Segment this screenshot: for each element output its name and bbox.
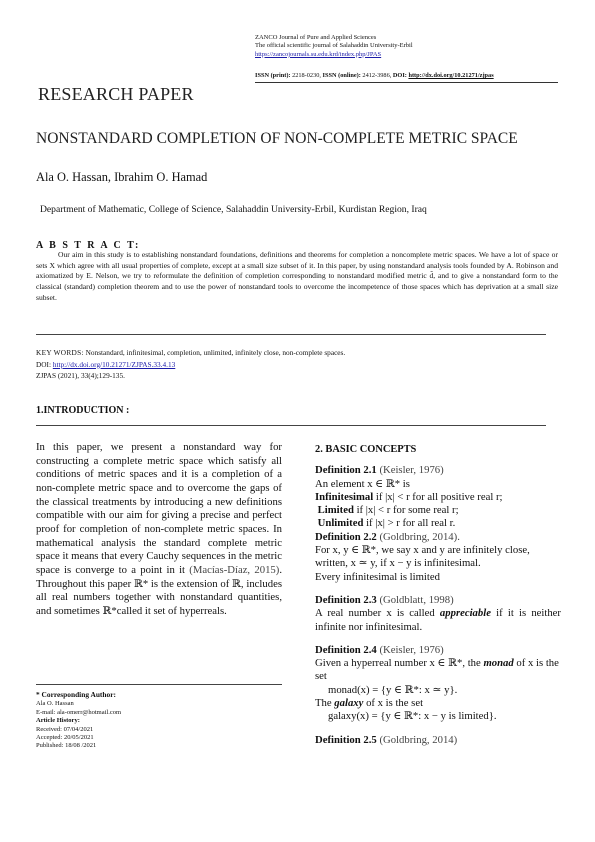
received-date: Received: 07/04/2021 <box>36 725 94 733</box>
journal-header <box>255 34 413 59</box>
author-name: Ala O. Hassan <box>36 700 74 708</box>
definition-2-4-heading: Definition 2.4 (Keisler, 1976) <box>315 643 444 656</box>
paper-title: NONSTANDARD COMPLETION OF NON-COMPLETE METRIC SPACE <box>36 130 518 147</box>
author-email: E-mail: ala-omerr@hotmail.com <box>36 708 122 716</box>
journal-doi-link[interactable]: http://dx.doi.org/10.21271/zjpas <box>408 72 494 79</box>
citation: ZJPAS (2021), 33(4);129-135. <box>36 371 125 381</box>
definition-2-3-heading: Definition 2.3 (Goldblatt, 1998) <box>315 593 454 606</box>
abstract-heading: A B S T R A C T: <box>36 240 141 251</box>
keywords-text: Nonstandard, infinitesimal, completion, unlimited, infinitely close, non-complete spaces. <box>83 348 346 357</box>
definition-2-1-heading: Definition 2.1 (Keisler, 1976) <box>315 464 444 477</box>
abstract-divider <box>36 334 546 335</box>
journal-subtitle: The official scientific journal of Salahaddin University-Erbil <box>255 42 413 50</box>
published-date: Published: 18/08 /2021 <box>36 742 97 750</box>
issn-line: ISSN (print): 2218-0230, ISSN (online): 2412-3986, DOI: http://dx.doi.org/10.21271/zjpas <box>255 72 494 79</box>
abstract-text: Our aim in this study is to establishing nonstandard foundations, definitions and theorems for completion a noncomplete metric spaces. We have a lot of space or sets X which agree with all usual properties of complete, except at a small size subset of it. In this paper, by using nonstandard analysis tools founded by A. Robinson and axiomatized by E. Nelson, we try to reformulate the definition of completion corresponding to nonstandard modified metric d̂, and to give a nonstandard form to the classical (standard) completion theorem and to use the power of nonstandard tools to overcome the incompetence of those spaces which has deprivation at a small size subset. <box>36 250 558 302</box>
definition-2-5-heading: Definition 2.5 (Goldbring, 2014) <box>315 733 458 746</box>
journal-name: ZANCO Journal of Pure and Applied Sciences <box>255 34 377 41</box>
basic-concepts-heading: 2. BASIC CONCEPTS <box>315 444 417 455</box>
keywords-block: KEY WORDS: Nonstandard, infinitesimal, completion, unlimited, infinitely close, non-complete spaces. DOI: http://dx.doi.org/10.21271/ZJPAS.33.4.13 ZJPAS (2021), 33(4);129-135. <box>36 348 346 381</box>
journal-url-link[interactable]: https://zancojournals.su.edu.krd/index.php/JPAS <box>255 50 382 58</box>
corresponding-heading: * Corresponding Author: <box>36 690 116 699</box>
paper-authors: Ala O. Hassan, Ibrahim O. Hamad <box>36 170 208 184</box>
citation-macias-diaz: (Macías-Díaz, 2015) <box>189 563 280 576</box>
basic-concepts-column: 2. BASIC CONCEPTS Definition 2.1 (Keisler, 1976) An element x ∈ ℝ* is Infinitesimal if |x| < r for all positive real r; Limited if |x| < r for some real r; Unlimited if |x| > r for all real r. Definition 2.2 (Goldbring, 2014). For x, y ∈ ℝ*, we say x and y are infinitely close, written, x ≃ y, if x − y is infinitesimal. Every infinitesimal is limited Definition 2.3 (Goldblatt, 1998) A real number x is called appreciable if it is neither infinite nor infinitesimal. Definition 2.4 (Keisler, 1976) Given a hyperreal number x ∈ ℝ*, the monad of x is the set monad(x) = {y ∈ ℝ*: x ≃ y}. The galaxy of x is the set galaxy(x) = {y ∈ ℝ*: x − y is limited}. Definition 2.5 (Goldbring, 2014) <box>315 444 561 746</box>
keywords-label: KEY WORDS: <box>36 348 84 357</box>
intro-heading: 1.INTRODUCTION : <box>36 405 130 416</box>
corresponding-author-box <box>36 684 282 751</box>
header-divider <box>255 82 558 83</box>
accepted-date: Accepted: 20/05/2021 <box>36 734 94 742</box>
intro-divider <box>36 425 546 426</box>
definition-2-2-heading: Definition 2.2 (Goldbring, 2014). <box>315 530 460 543</box>
paper-type-label: RESEARCH PAPER <box>38 84 194 104</box>
paper-affiliation: Department of Mathematic, College of Science, Salahaddin University-Erbil, Kurdistan Region, Iraq <box>40 204 427 215</box>
article-doi-link[interactable]: http://dx.doi.org/10.21271/ZJPAS.33.4.13 <box>52 359 176 369</box>
intro-paragraph: In this paper, we present a nonstandard way for constructing a complete metric space which satisfy all conditions of metric spaces and it is a completion of a non-complete metric space and to overcome the gaps of the classical treatments by introducing a new definitions compatible with our aim for giving a precise and perfect proof for completion of non-complete metric spaces. In mathematical analysis the standard complete metric space it means that every Cauchy sequences in the metric space is converge to a point in it (Macías-Díaz, 2015). Throughout this paper ℝ* is the extension of ℝ, includes all real numbers together with nonstandard quantities, and sometimes ℝ*called it set of hyperreals. <box>36 441 282 617</box>
history-heading: Article History: <box>36 717 80 725</box>
